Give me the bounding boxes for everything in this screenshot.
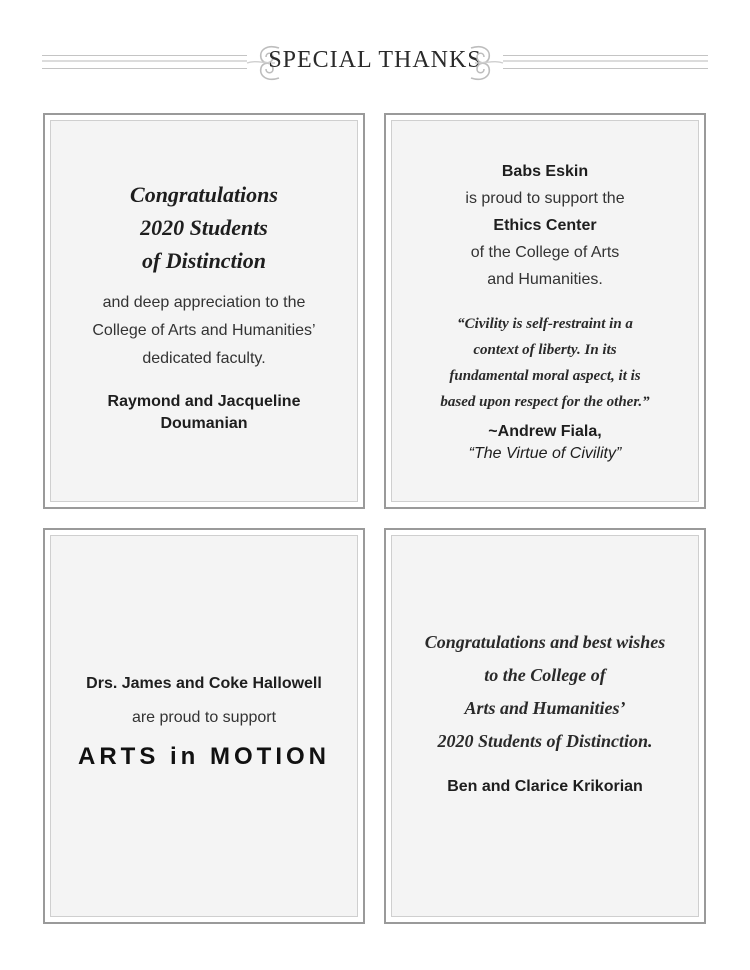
quote-line: context of liberty. In its <box>473 341 617 358</box>
page-title: SPECIAL THANKS <box>268 47 482 73</box>
quote-attribution <box>469 421 622 465</box>
header-rule-right <box>503 55 708 69</box>
card-signature <box>108 391 301 435</box>
card-message <box>425 626 666 758</box>
tribute-card-krikorian <box>384 528 706 924</box>
quote-line: fundamental moral aspect, it is <box>449 367 641 384</box>
quote-line: based upon respect for the other.” <box>440 393 650 410</box>
message-line: Congratulations and best wishes <box>424 632 666 652</box>
card-body <box>92 289 315 373</box>
message-line: Arts and Humanities’ <box>464 698 626 718</box>
quote-author: ~Andrew Fiala, <box>488 422 602 440</box>
card-signature: Ben and Clarice Krikorian <box>447 778 643 795</box>
quote-work: “The Virtue of Civility” <box>468 444 622 462</box>
card-panel <box>50 120 358 502</box>
signature-line: Doumanian <box>160 414 248 432</box>
card-panel <box>391 535 699 917</box>
body-line: dedicated faculty. <box>142 349 266 367</box>
quote-line: “Civility is self-restraint in a <box>457 315 633 332</box>
section-header <box>40 38 710 88</box>
quote <box>440 311 649 415</box>
message-line: 2020 Students of Distinction. <box>437 731 653 751</box>
signature-line: Raymond and Jacqueline <box>107 392 301 410</box>
center-name: Ethics Center <box>493 216 597 234</box>
body-line: College of Arts and Humanities’ <box>92 321 316 339</box>
card-headline <box>130 178 278 277</box>
card-panel <box>50 535 358 917</box>
card-panel <box>391 120 699 502</box>
flourish-right-icon <box>465 38 505 88</box>
college-line: and Humanities. <box>487 270 603 288</box>
message-line: to the College of <box>484 665 606 685</box>
support-line: is proud to support the <box>465 189 625 207</box>
tribute-card-hallowell <box>43 528 365 924</box>
tribute-card-doumanian <box>43 113 365 509</box>
college-line: of the College of Arts <box>470 243 620 261</box>
headline-line: 2020 Students <box>140 214 268 240</box>
program-name: ARTS in MOTION <box>78 743 330 770</box>
donor-name: Babs Eskin <box>501 162 589 180</box>
headline-line: Congratulations <box>130 181 278 207</box>
donor-names: Drs. James and Coke Hallowell <box>86 675 322 692</box>
body-line: and deep appreciation to the <box>102 293 306 311</box>
support-line: are proud to support <box>131 709 277 726</box>
tribute-card-eskin <box>384 113 706 509</box>
headline-line: of Distinction <box>141 247 267 273</box>
